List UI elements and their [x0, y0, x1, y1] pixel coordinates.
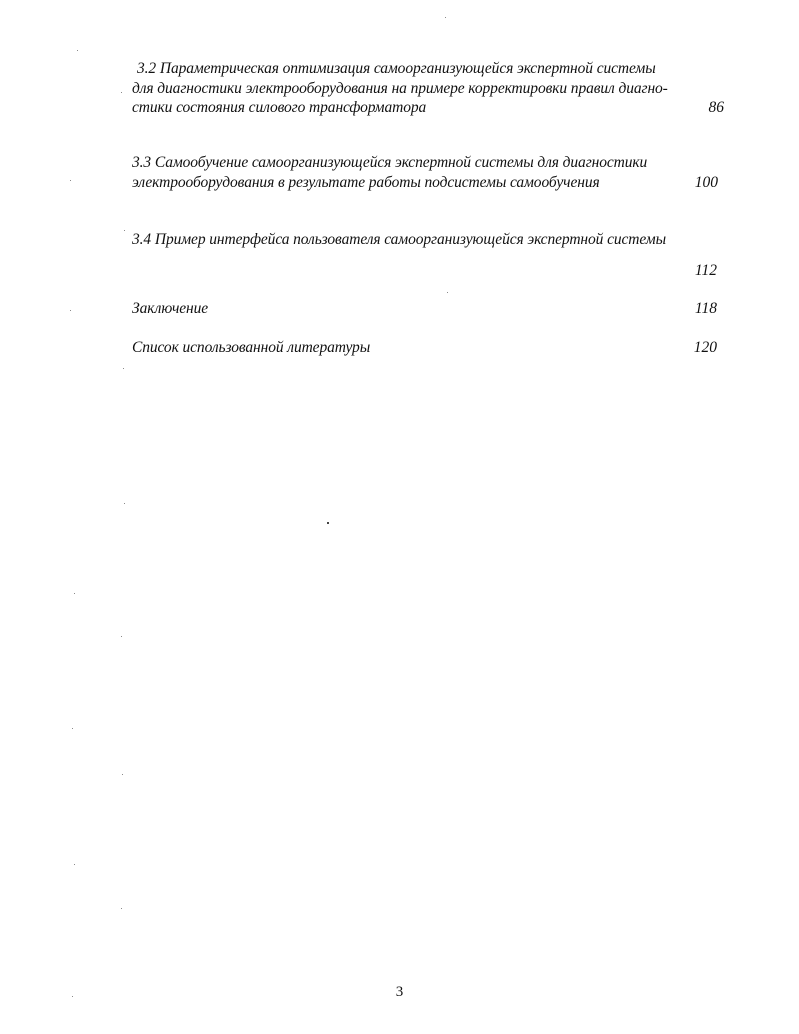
- scan-speck: [121, 908, 122, 909]
- toc-entry-3-2-line-1: 3.2 Параметрическая оптимизация самоорганизующейся экспертной системы: [137, 60, 656, 77]
- scan-speck: [121, 636, 122, 637]
- scan-speck: [327, 522, 329, 524]
- toc-entry-3-3-line-2: электрооборудования в результате работы подсистемы самообучения: [132, 174, 600, 191]
- toc-entry-3-2-line-3: стики состояния силового трансформатора: [132, 99, 427, 116]
- toc-entry-references-page: 120: [693, 339, 717, 356]
- page-number: 3: [395, 984, 404, 1000]
- toc-entry-3-3-page: 100: [694, 174, 718, 191]
- scan-speck: [447, 292, 448, 293]
- toc-entry-conclusion: Заключение: [132, 300, 209, 317]
- toc-entry-3-2-page: 86: [708, 99, 724, 116]
- toc-entry-references: Список использованной литературы: [132, 339, 371, 356]
- scan-speck: [77, 50, 78, 51]
- toc-entry-3-3-line-1: 3.3 Самообучение самоорганизующейся экспертной системы для диагностики: [132, 154, 648, 171]
- scan-speck: [74, 593, 75, 594]
- scan-speck: [70, 310, 71, 311]
- scan-speck: [124, 503, 125, 504]
- scan-speck: [72, 728, 73, 729]
- scan-speck: [70, 180, 71, 181]
- scan-speck: [124, 230, 125, 231]
- scan-speck: [121, 92, 122, 93]
- toc-entry-3-4-page: 112: [694, 262, 717, 279]
- toc-entry-3-4-line-1: 3.4 Пример интерфейса пользователя самоорганизующейся экспертной системы: [132, 231, 666, 248]
- scan-speck: [122, 774, 123, 775]
- scan-speck: [74, 864, 75, 865]
- scan-speck: [123, 368, 124, 369]
- toc-entry-conclusion-page: 118: [694, 300, 717, 317]
- toc-entry-3-2-line-2: для диагностики электрооборудования на примере корректировки правил диагно-: [132, 80, 668, 97]
- scan-speck: [445, 17, 446, 18]
